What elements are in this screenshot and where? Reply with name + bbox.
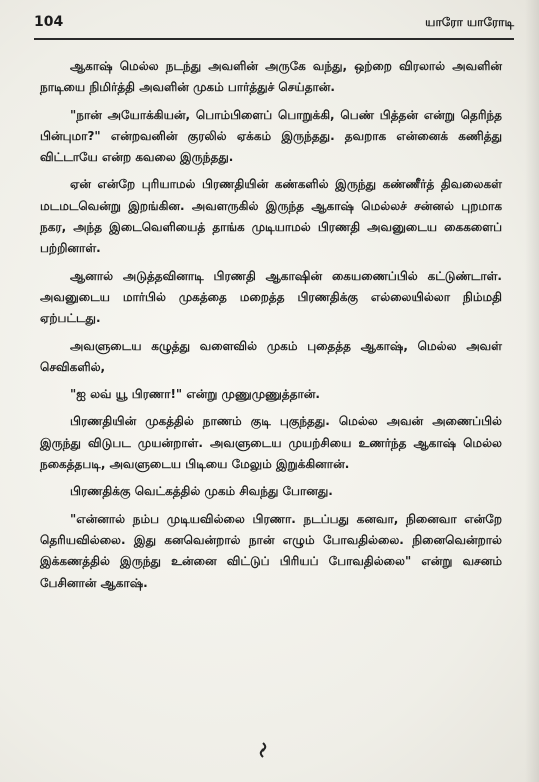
paragraph: பிரணதியின் முகத்தில் நாணம் குடி புகுந்தது. மெல்ல அவன் அணைப்பில் இருந்து விடுபட முயன்றாள். அவளுடைய முயற்சியை உணர்ந்த ஆகாஷ் மெல்ல நகைத்தபடி, அவளுடைய பிடியை மேலும் இறுக்கினான். [40,414,502,472]
paragraph: ஆனால் அடுத்தவினாடி பிரணதி ஆகாஷின் கையணைப்பில் கட்டுண்டாள். அவனுடைய மார்பில் முகத்தை மறைத்த பிரணதிக்கு எல்லையில்லா நிம்மதி ஏற்பட்டது. [40,268,502,326]
paragraph: "நான் அயோக்கியன், பொம்பிளைப் பொறுக்கி, பெண் பித்தன் என்று தெரிந்த பின்புமா?" என்றவனின் குரலில் ஏக்கம் இருந்தது. தவறாக என்னைக் கணித்து விட்டாயே என்ற கவலை இருந்தது. [40,107,502,165]
paragraph: ஆகாஷ் மெல்ல நடந்து அவளின் அருகே வந்து, ஒற்றை விரலால் அவளின் நாடியை நிமிர்த்தி அவளின் முகம் பார்த்துச் செய்தான். [40,59,502,95]
body-text [40,56,502,600]
paragraph: அவளுடைய கழுத்து வளைவில் முகம் புதைத்த ஆகாஷ், மெல்ல அவள் செவிகளில், [40,338,502,374]
paragraph: "என்னால் நம்ப முடியவில்லை பிரணா. நடப்பது கனவா, நினைவா என்றே தெரியவில்லை. இது கனவென்றால் நான் எழும் போவதில்லை. நினைவென்றால் இக்கணத்தில் இருந்து உன்னை விட்டுப் பிரியப் போவதில்லை" என்று வசனம் பேசினான் ஆகாஷ். [40,511,502,590]
page-number: 104 [34,14,64,30]
paragraph: பிரணதிக்கு வெட்கத்தில் முகம் சிவந்து போனது. [70,484,333,499]
book-title: யாரோ யாரோடி [425,15,514,29]
paragraph: ஏன் என்றே புரியாமல் பிரணதியின் கண்களில் இருந்து கண்ணீர்த் திவலைகள் மடமடவென்று இறங்கின. அவளருகில் இருந்த ஆகாஷ் மெல்லச் சன்னல் புறமாக நகர, அந்த இடைவெளியைத் தாங்க முடியாமல் பிரணதி அவனுடைய கைகளைப் பற்றினாள். [40,177,502,256]
paragraph: "ஐ லவ் யூ பிரணா!" என்று முணுமுணுத்தான். [70,387,320,402]
page-ornament-icon [257,742,269,758]
running-header [34,14,514,40]
page-edge-shadow [525,0,539,782]
